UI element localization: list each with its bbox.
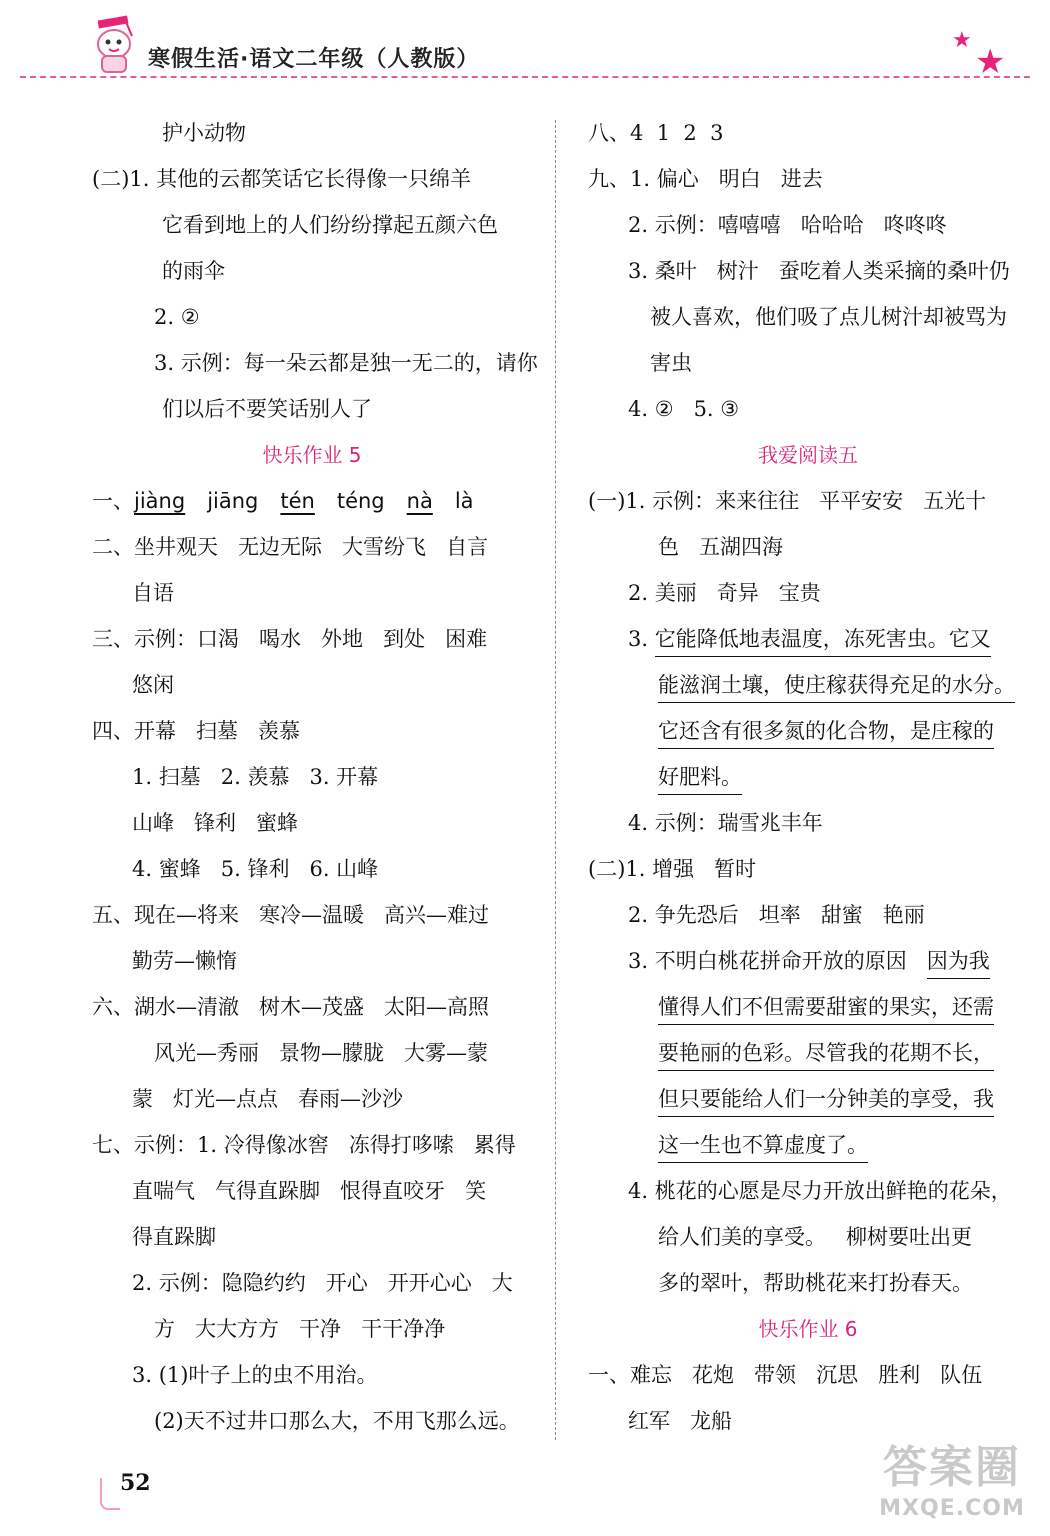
pinyin-option: téng bbox=[336, 489, 385, 513]
underlined-answer: 懂得人们不但需要甜蜜的果实，还需 bbox=[658, 990, 994, 1025]
answer-line: 得直跺脚 bbox=[132, 1225, 216, 1249]
watermark-logo bbox=[872, 1440, 1032, 1530]
answer-line: 一、难忘 花炮 带领 沉思 胜利 队伍 bbox=[588, 1363, 983, 1387]
answer-line: 九、1. 偏心 明白 进去 bbox=[588, 167, 823, 191]
answer-line bbox=[588, 1076, 1028, 1122]
answer-line: 勤劳—懒惰 bbox=[132, 949, 237, 973]
answer-line: 4. 桃花的心愿是尽力开放出鲜艳的花朵， bbox=[628, 1179, 1012, 1203]
answer-line bbox=[588, 984, 1028, 1030]
right-column bbox=[588, 110, 1028, 1444]
answer-line: 3. 桑叶 树汁 蚕吃着人类采摘的桑叶仍 bbox=[628, 259, 1010, 283]
mascot-icon bbox=[88, 14, 142, 78]
underlined-answer: 好肥料。 bbox=[658, 760, 742, 795]
answer-line: 山峰 锋利 蜜蜂 bbox=[132, 811, 299, 835]
answer-line: 八、4 1 2 3 bbox=[588, 121, 724, 145]
pinyin-line bbox=[92, 478, 532, 524]
answer-line: 们以后不要笑话别人了 bbox=[162, 397, 372, 421]
answer-line: 多的翠叶，帮助桃花来打扮春天。 bbox=[658, 1271, 973, 1295]
answer-line: 2. 示例：隐隐约约 开心 开开心心 大 bbox=[132, 1271, 513, 1295]
page-number: 52 bbox=[120, 1470, 151, 1496]
watermark-text: 答案圈 bbox=[883, 1442, 1021, 1493]
underlined-answer: 要艳丽的色彩。尽管我的花期不长， bbox=[658, 1036, 994, 1071]
answer-line: 3. 示例：每一朵云都是独一无二的，请你 bbox=[154, 351, 538, 375]
answer-line: 七、示例：1. 冷得像冰窖 冻得打哆嗦 累得 bbox=[92, 1133, 516, 1157]
pinyin-answer: nà bbox=[406, 489, 433, 513]
answer-line: 六、湖水—清澈 树木—茂盛 太阳—高照 bbox=[92, 995, 490, 1019]
answer-line bbox=[588, 1030, 1028, 1076]
answer-line: 方 大大方方 干净 干干净净 bbox=[154, 1317, 446, 1341]
pinyin-option: jiāng bbox=[207, 489, 259, 513]
underlined-answer: 因为我 bbox=[927, 944, 990, 979]
answer-line: 1. 扫墓 2. 羡慕 3. 开幕 bbox=[132, 765, 379, 789]
answer-line: 红军 龙船 bbox=[628, 1409, 733, 1433]
section-title: 快乐作业 5 bbox=[262, 443, 362, 467]
item-number: 3. bbox=[628, 627, 655, 651]
answer-line: 2. 示例：嘻嘻嘻 哈哈哈 咚咚咚 bbox=[628, 213, 947, 237]
underlined-answer: 这一生也不算虚度了。 bbox=[658, 1128, 868, 1163]
answer-line: (二)1. 增强 暂时 bbox=[588, 857, 757, 881]
answer-line: 害虫 bbox=[650, 351, 692, 375]
answer-line: 2. 争先恐后 坦率 甜蜜 艳丽 bbox=[628, 903, 925, 927]
section-title: 我爱阅读五 bbox=[758, 443, 858, 467]
answer-line: 2. 美丽 奇异 宝贵 bbox=[628, 581, 821, 605]
answer-line: 直喘气 气得直跺脚 恨得直咬牙 笑 bbox=[132, 1179, 487, 1203]
answer-line: 给人们美的享受。 柳树要吐出更 bbox=[658, 1225, 973, 1249]
answer-line: 风光—秀丽 景物—朦胧 大雾—蒙 bbox=[154, 1041, 489, 1065]
page-corner-decoration bbox=[100, 1478, 120, 1510]
answer-line: (一)1. 示例：来来往往 平平安安 五光十 bbox=[588, 489, 987, 513]
answer-line: 它看到地上的人们纷纷撑起五颜六色 bbox=[162, 213, 498, 237]
answer-line: 四、开幕 扫墓 羡慕 bbox=[92, 719, 301, 743]
underlined-answer: 它还含有很多氮的化合物，是庄稼的 bbox=[658, 714, 994, 749]
answer-text: 3. 不明白桃花拼命开放的原因 bbox=[628, 949, 927, 973]
section-title: 快乐作业 6 bbox=[758, 1317, 858, 1341]
underlined-answer: 但只要能给人们一分钟美的享受，我 bbox=[658, 1082, 994, 1117]
answer-line: 护小动物 bbox=[162, 121, 246, 145]
left-column bbox=[92, 110, 538, 1444]
answer-line: 4. 示例：瑞雪兆丰年 bbox=[628, 811, 823, 835]
header-divider bbox=[20, 76, 1030, 78]
answer-line: 自语 bbox=[132, 581, 174, 605]
answer-line bbox=[588, 1122, 1028, 1168]
answer-line bbox=[588, 708, 1028, 754]
pinyin-option: là bbox=[454, 489, 474, 513]
answer-line: 3. (1)叶子上的虫不用治。 bbox=[132, 1363, 378, 1387]
item-prefix: 一、 bbox=[92, 489, 134, 513]
underlined-answer: 它能降低地表温度，冻死害虫。它又 bbox=[655, 622, 991, 657]
answer-line bbox=[588, 754, 1028, 800]
star-icon: ★ bbox=[975, 42, 1006, 82]
answer-line: 五、现在—将来 寒冷—温暖 高兴—难过 bbox=[92, 903, 490, 927]
answer-line: 的雨伞 bbox=[162, 259, 225, 283]
pinyin-answer: tén bbox=[280, 489, 315, 513]
answer-line: 蒙 灯光—点点 春雨—沙沙 bbox=[132, 1087, 404, 1111]
answer-line bbox=[588, 662, 1028, 708]
answer-line: 4. ② 5. ③ bbox=[628, 397, 740, 421]
answer-line: 悠闲 bbox=[132, 673, 174, 697]
answer-line: (2)天不过井口那么大，不用飞那么远。 bbox=[154, 1409, 520, 1433]
answer-line: 被人喜欢，他们吸了点儿树汁却被骂为 bbox=[650, 305, 1007, 329]
answer-line bbox=[588, 616, 1028, 662]
answer-line bbox=[588, 938, 1028, 984]
underlined-answer: 能滋润土壤，使庄稼获得充足的水分。 bbox=[658, 668, 1015, 703]
header-title: 寒假生活·语文二年级（人教版） bbox=[148, 47, 480, 72]
watermark-url: MXQE.COM bbox=[879, 1496, 1025, 1521]
answer-line: 二、坐井观天 无边无际 大雪纷飞 自言 bbox=[92, 535, 489, 559]
column-divider bbox=[555, 120, 556, 1440]
pinyin-answer: jiàng bbox=[134, 489, 186, 513]
answer-line: (二)1. 其他的云都笑话它长得像一只绵羊 bbox=[92, 167, 472, 191]
star-icon: ★ bbox=[952, 28, 972, 53]
answer-line: 色 五湖四海 bbox=[658, 535, 784, 559]
answer-line: 2. ② bbox=[154, 305, 200, 329]
answer-line: 4. 蜜蜂 5. 锋利 6. 山峰 bbox=[132, 857, 379, 881]
answer-line: 三、示例：口渴 喝水 外地 到处 困难 bbox=[92, 627, 488, 651]
page-header bbox=[0, 0, 1050, 90]
